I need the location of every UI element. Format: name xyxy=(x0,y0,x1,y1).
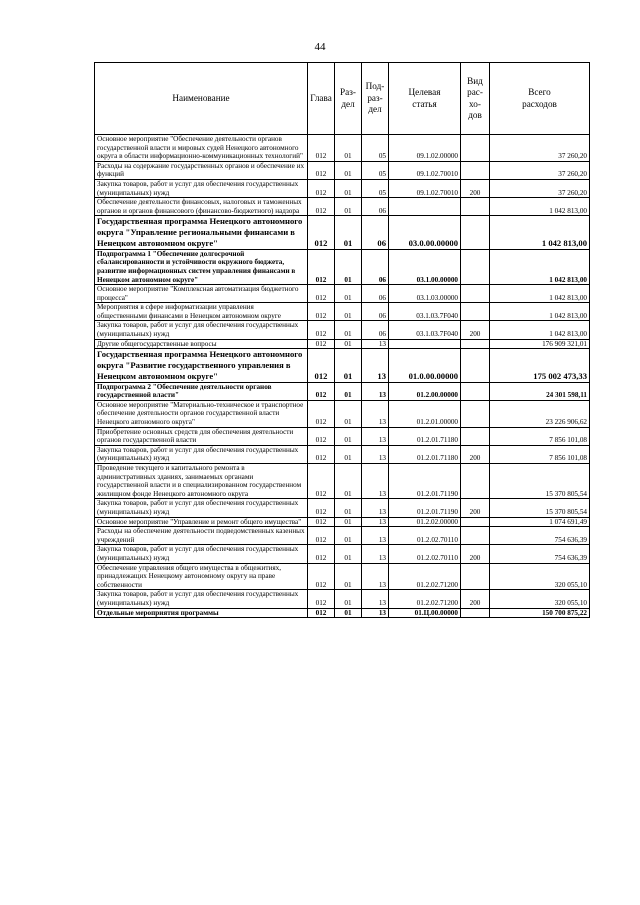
cell-total: 15 370 805,54 xyxy=(490,499,590,517)
cell-target: 01.2.01.71180 xyxy=(389,445,461,463)
cell-target xyxy=(389,339,461,349)
cell-total: 24 301 598,11 xyxy=(490,382,590,400)
cell-section: 01 xyxy=(335,382,362,400)
cell-target: 01.2.00.00000 xyxy=(389,382,461,400)
table-row xyxy=(95,499,590,517)
cell-total: 37 260,20 xyxy=(490,179,590,197)
cell-section: 01 xyxy=(335,527,362,545)
table-row xyxy=(95,321,590,339)
cell-subsection: 06 xyxy=(362,321,389,339)
cell-exp-type xyxy=(461,427,490,445)
cell-total: 1 042 813,00 xyxy=(490,321,590,339)
cell-section: 01 xyxy=(335,517,362,527)
cell-name: Закупка товаров, работ и услуг для обеспечения государственных (муниципальных) нужд xyxy=(95,499,308,517)
cell-total: 754 636,39 xyxy=(490,527,590,545)
cell-name: Подпрограмма 2 "Обеспечение деятельности органов государственной власти" xyxy=(95,382,308,400)
cell-subsection: 13 xyxy=(362,517,389,527)
cell-exp-type xyxy=(461,198,490,216)
cell-subsection: 13 xyxy=(362,545,389,563)
cell-name: Закупка товаров, работ и услуг для обеспечения государственных (муниципальных) нужд xyxy=(95,590,308,608)
cell-chapter: 012 xyxy=(308,135,335,162)
cell-section: 01 xyxy=(335,321,362,339)
cell-target: 01.2.01.71190 xyxy=(389,464,461,499)
cell-exp-type xyxy=(461,135,490,162)
cell-name: Основное мероприятие "Комплексная автоматизация бюджетного процесса" xyxy=(95,285,308,303)
cell-target: 01.2.01.71190 xyxy=(389,499,461,517)
header-exp-type: Вид рас- хо- дов xyxy=(461,63,490,135)
cell-total: 37 260,20 xyxy=(490,161,590,179)
cell-section: 01 xyxy=(335,499,362,517)
cell-total: 7 856 101,08 xyxy=(490,427,590,445)
cell-target: 01.2.01.71180 xyxy=(389,427,461,445)
cell-total: 176 909 321,01 xyxy=(490,339,590,349)
cell-chapter: 012 xyxy=(308,349,335,382)
cell-target: 03.1.03.7F040 xyxy=(389,321,461,339)
table-row xyxy=(95,285,590,303)
cell-section: 01 xyxy=(335,349,362,382)
cell-subsection: 13 xyxy=(362,445,389,463)
cell-name: Обеспечение деятельности финансовых, налоговых и таможенных органов и органов финансового (финансово-бюджетного) надзора xyxy=(95,198,308,216)
cell-exp-type: 200 xyxy=(461,499,490,517)
cell-total: 1 042 813,00 xyxy=(490,216,590,249)
cell-name: Другие общегосударственные вопросы xyxy=(95,339,308,349)
cell-subsection: 13 xyxy=(362,608,389,618)
cell-section: 01 xyxy=(335,545,362,563)
table-row xyxy=(95,445,590,463)
cell-name: Расходы на обеспечение деятельности подведомственных казенных учреждений xyxy=(95,527,308,545)
cell-chapter: 012 xyxy=(308,303,335,321)
cell-name: Закупка товаров, работ и услуг для обеспечения государственных (муниципальных) нужд xyxy=(95,445,308,463)
cell-subsection: 06 xyxy=(362,285,389,303)
header-chapter: Глава xyxy=(308,63,335,135)
cell-chapter: 012 xyxy=(308,216,335,249)
table-row xyxy=(95,349,590,382)
cell-name: Закупка товаров, работ и услуг для обеспечения государственных (муниципальных) нужд xyxy=(95,179,308,197)
cell-target: 03.1.00.00000 xyxy=(389,249,461,284)
cell-subsection: 05 xyxy=(362,161,389,179)
cell-total: 1 042 813,00 xyxy=(490,285,590,303)
cell-section: 01 xyxy=(335,249,362,284)
cell-section: 01 xyxy=(335,179,362,197)
cell-target: 01.2.02.71200 xyxy=(389,563,461,590)
cell-subsection: 13 xyxy=(362,339,389,349)
header-subsection: Под- раз- дел xyxy=(362,63,389,135)
cell-chapter: 012 xyxy=(308,499,335,517)
table-row xyxy=(95,517,590,527)
cell-total: 175 002 473,33 xyxy=(490,349,590,382)
cell-exp-type xyxy=(461,249,490,284)
cell-name: Подпрограмма 1 "Обеспечение долгосрочной сбалансированности и устойчивости окружного бюджета, развитие информационных систем управления финансами в Ненецком автономном округе" xyxy=(95,249,308,284)
cell-exp-type xyxy=(461,349,490,382)
table-row xyxy=(95,464,590,499)
cell-chapter: 012 xyxy=(308,590,335,608)
cell-exp-type: 200 xyxy=(461,321,490,339)
cell-exp-type xyxy=(461,216,490,249)
cell-target: 03.0.00.00000 xyxy=(389,216,461,249)
cell-chapter: 012 xyxy=(308,464,335,499)
cell-target: 01.2.02.70110 xyxy=(389,545,461,563)
cell-name: Закупка товаров, работ и услуг для обеспечения государственных (муниципальных) нужд xyxy=(95,545,308,563)
cell-exp-type: 200 xyxy=(461,545,490,563)
cell-name: Основное мероприятие "Обеспечение деятельности органов государственной власти и мировых судей Ненецкого автономного округа в области информационно-коммуникационных технологий" xyxy=(95,135,308,162)
cell-exp-type xyxy=(461,285,490,303)
cell-chapter: 012 xyxy=(308,198,335,216)
cell-chapter: 012 xyxy=(308,400,335,427)
cell-exp-type xyxy=(461,400,490,427)
cell-name: Обеспечение управления общего имущества в общежитиях, принадлежащих Ненецкому автономному округу на праве собственности xyxy=(95,563,308,590)
cell-chapter: 012 xyxy=(308,339,335,349)
cell-exp-type: 200 xyxy=(461,445,490,463)
header-total: Всего расходов xyxy=(490,63,590,135)
cell-name: Проведение текущего и капитального ремонта в административных зданиях, занимаемых органами государственной власти и в специализированном государственном жилищном фонде Ненецкого автономного округа xyxy=(95,464,308,499)
table-row xyxy=(95,427,590,445)
cell-target: 01.2.01.00000 xyxy=(389,400,461,427)
cell-subsection: 06 xyxy=(362,216,389,249)
cell-total: 1 042 813,00 xyxy=(490,303,590,321)
cell-chapter: 012 xyxy=(308,321,335,339)
cell-subsection: 13 xyxy=(362,527,389,545)
cell-subsection: 13 xyxy=(362,427,389,445)
cell-chapter: 012 xyxy=(308,285,335,303)
cell-chapter: 012 xyxy=(308,563,335,590)
cell-target: 09.1.02.70010 xyxy=(389,179,461,197)
budget-table xyxy=(94,62,590,618)
cell-chapter: 012 xyxy=(308,427,335,445)
cell-section: 01 xyxy=(335,563,362,590)
cell-exp-type xyxy=(461,161,490,179)
cell-exp-type xyxy=(461,517,490,527)
cell-section: 01 xyxy=(335,161,362,179)
cell-subsection: 13 xyxy=(362,563,389,590)
cell-subsection: 06 xyxy=(362,198,389,216)
cell-name: Основное мероприятие "Управление и ремонт общего имущества" xyxy=(95,517,308,527)
cell-section: 01 xyxy=(335,400,362,427)
cell-section: 01 xyxy=(335,285,362,303)
cell-total: 1 074 691,49 xyxy=(490,517,590,527)
cell-total: 320 055,10 xyxy=(490,563,590,590)
cell-chapter: 012 xyxy=(308,161,335,179)
cell-subsection: 13 xyxy=(362,590,389,608)
cell-section: 01 xyxy=(335,198,362,216)
cell-section: 01 xyxy=(335,464,362,499)
page-number: 44 xyxy=(314,41,326,53)
cell-name: Государственная программа Ненецкого автономного округа "Развитие государственного управления в Ненецком автономном округе" xyxy=(95,349,308,382)
cell-chapter: 012 xyxy=(308,249,335,284)
cell-section: 01 xyxy=(335,216,362,249)
cell-exp-type xyxy=(461,527,490,545)
table-row xyxy=(95,400,590,427)
table-row xyxy=(95,590,590,608)
cell-chapter: 012 xyxy=(308,179,335,197)
cell-name: Основное мероприятие "Материально-техническое и транспортное обеспечение деятельности органов государственной власти Ненецкого автономного округа" xyxy=(95,400,308,427)
cell-subsection: 05 xyxy=(362,179,389,197)
table-row xyxy=(95,527,590,545)
cell-exp-type xyxy=(461,339,490,349)
cell-subsection: 13 xyxy=(362,382,389,400)
cell-name: Мероприятия в сфере информатизации управления общественными финансами в Ненецком автономном округе xyxy=(95,303,308,321)
table-row xyxy=(95,216,590,249)
cell-target xyxy=(389,198,461,216)
cell-chapter: 012 xyxy=(308,608,335,618)
cell-target: 01.2.02.00000 xyxy=(389,517,461,527)
cell-subsection: 13 xyxy=(362,464,389,499)
cell-subsection: 13 xyxy=(362,400,389,427)
table-row xyxy=(95,161,590,179)
cell-exp-type xyxy=(461,464,490,499)
cell-subsection: 13 xyxy=(362,349,389,382)
table-row xyxy=(95,303,590,321)
table-row xyxy=(95,563,590,590)
cell-exp-type xyxy=(461,382,490,400)
cell-name: Расходы на содержание государственных органов и обеспечение их функций xyxy=(95,161,308,179)
cell-exp-type: 200 xyxy=(461,590,490,608)
cell-section: 01 xyxy=(335,135,362,162)
cell-section: 01 xyxy=(335,608,362,618)
cell-target: 09.1.02.70010 xyxy=(389,161,461,179)
cell-total: 7 856 101,08 xyxy=(490,445,590,463)
header-name: Наименование xyxy=(95,63,308,135)
table-row xyxy=(95,545,590,563)
cell-section: 01 xyxy=(335,445,362,463)
header-section: Раз- дел xyxy=(335,63,362,135)
cell-chapter: 012 xyxy=(308,527,335,545)
cell-chapter: 012 xyxy=(308,517,335,527)
cell-subsection: 05 xyxy=(362,135,389,162)
table-row xyxy=(95,339,590,349)
table-row xyxy=(95,249,590,284)
cell-target: 09.1.02.00000 xyxy=(389,135,461,162)
cell-section: 01 xyxy=(335,303,362,321)
cell-name: Государственная программа Ненецкого автономного округа "Управление региональными финансами в Ненецком автономном округе" xyxy=(95,216,308,249)
table-row xyxy=(95,382,590,400)
cell-section: 01 xyxy=(335,339,362,349)
table-row xyxy=(95,179,590,197)
cell-total: 37 260,20 xyxy=(490,135,590,162)
cell-target: 03.1.03.00000 xyxy=(389,285,461,303)
cell-section: 01 xyxy=(335,590,362,608)
cell-total: 754 636,39 xyxy=(490,545,590,563)
cell-target: 01.0.00.00000 xyxy=(389,349,461,382)
cell-section: 01 xyxy=(335,427,362,445)
cell-total: 150 700 875,22 xyxy=(490,608,590,618)
cell-total: 320 055,10 xyxy=(490,590,590,608)
cell-name: Приобретение основных средств для обеспечения деятельности органов государственной власти xyxy=(95,427,308,445)
cell-total: 23 226 906,62 xyxy=(490,400,590,427)
cell-chapter: 012 xyxy=(308,445,335,463)
cell-exp-type xyxy=(461,303,490,321)
cell-target: 01.2.02.71200 xyxy=(389,590,461,608)
header-target: Целевая статья xyxy=(389,63,461,135)
cell-target: 01.Ц.00.00000 xyxy=(389,608,461,618)
cell-total: 15 370 805,54 xyxy=(490,464,590,499)
cell-name: Закупка товаров, работ и услуг для обеспечения государственных (муниципальных) нужд xyxy=(95,321,308,339)
table-header-row xyxy=(95,63,590,135)
cell-chapter: 012 xyxy=(308,382,335,400)
cell-subsection: 06 xyxy=(362,249,389,284)
cell-exp-type xyxy=(461,608,490,618)
cell-name: Отдельные мероприятия программы xyxy=(95,608,308,618)
cell-total: 1 042 813,00 xyxy=(490,249,590,284)
cell-exp-type: 200 xyxy=(461,179,490,197)
cell-target: 03.1.03.7F040 xyxy=(389,303,461,321)
cell-exp-type xyxy=(461,563,490,590)
cell-subsection: 13 xyxy=(362,499,389,517)
cell-total: 1 042 813,00 xyxy=(490,198,590,216)
table-row xyxy=(95,135,590,162)
table-row xyxy=(95,608,590,618)
cell-chapter: 012 xyxy=(308,545,335,563)
cell-target: 01.2.02.70110 xyxy=(389,527,461,545)
table-row xyxy=(95,198,590,216)
cell-subsection: 06 xyxy=(362,303,389,321)
